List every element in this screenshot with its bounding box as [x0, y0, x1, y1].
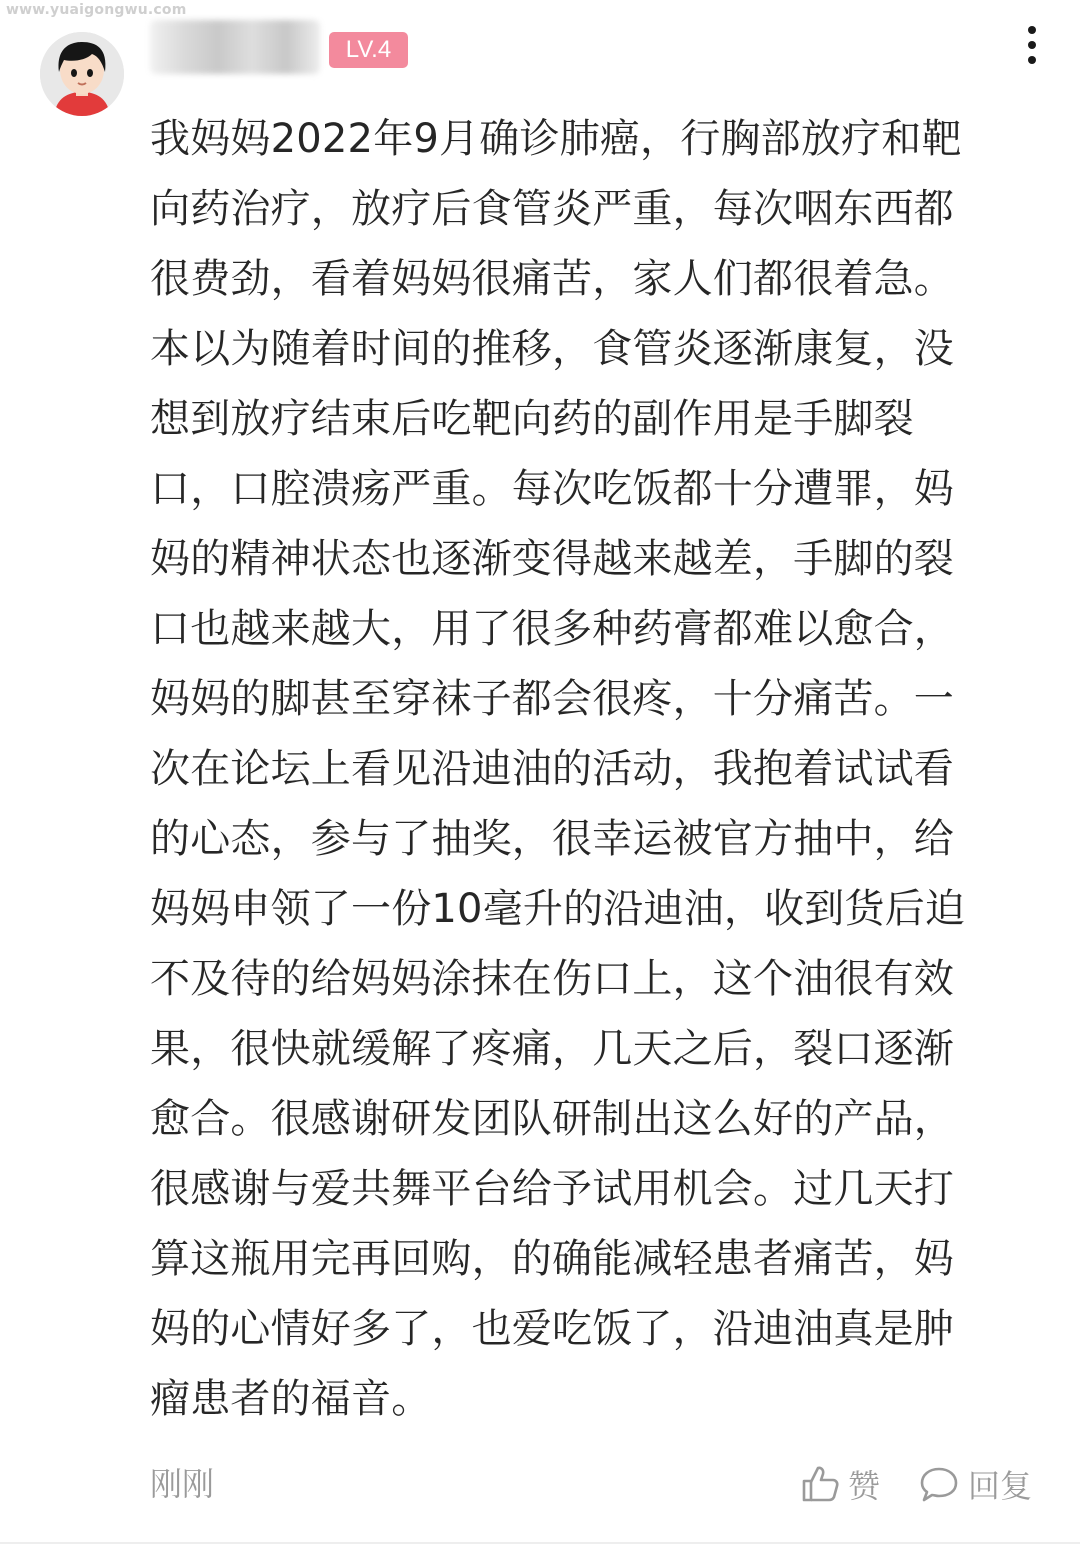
more-vertical-icon — [1028, 41, 1036, 49]
divider — [0, 1542, 1080, 1544]
site-watermark: www.yuaigongwu.com — [6, 2, 187, 18]
user-avatar[interactable] — [40, 32, 124, 116]
level-badge: LV.4 — [329, 32, 408, 68]
cartoon-girl-avatar-icon — [40, 32, 124, 116]
more-options-button[interactable] — [1010, 22, 1054, 68]
like-label: 赞 — [848, 1467, 881, 1505]
reply-button[interactable] — [918, 1460, 1032, 1508]
like-button[interactable] — [800, 1460, 880, 1508]
post-content: 我妈妈2022年9月确诊肺癌，行胸部放疗和靶 向药治疗，放疗后食管炎严重，每次咽东西都 很费劲，看着妈妈很痛苦，家人们都很着急。 本以为随着时间的推移，食管炎逐渐康复，没 想到放疗结束后吃靶向药的副作用是手脚裂 口，口腔溃疡严重。每次吃饭都十分遭罪，妈 妈的精神状态也逐渐变得越来越差，手脚的裂 口也越来越大，用了很多种药膏都难以愈合， 妈妈的脚甚至穿袜子都会很疼，十分痛苦。一 次在论坛上看见沿迪油的活动，我抱着试试看 的心态，参与了抽奖，很幸运被官方抽中，给 妈妈申领了一份10毫升的沿迪油，收到货后迫 不及待的给妈妈涂抹在伤口上，这个油很有效 果，很快就缓解了疼痛，几天之后，裂口逐渐 愈合。很感谢研发团队研制出这么好的产品， 很感谢与爱共舞平台给予试用机会。过几天打 算这瓶用完再回购，的确能减轻患者痛苦，妈 妈的心情好多了，也爱吃饭了，沿迪油真是肿 瘤患者的福音。 — [150, 116, 966, 1422]
post-timestamp: 刚刚 — [150, 1465, 215, 1503]
more-vertical-icon — [1028, 26, 1036, 34]
username[interactable] — [150, 20, 320, 74]
reply-label: 回复 — [968, 1467, 1033, 1505]
speech-bubble-icon — [918, 1464, 960, 1504]
thumbs-up-icon — [800, 1464, 840, 1504]
more-vertical-icon — [1028, 56, 1036, 64]
